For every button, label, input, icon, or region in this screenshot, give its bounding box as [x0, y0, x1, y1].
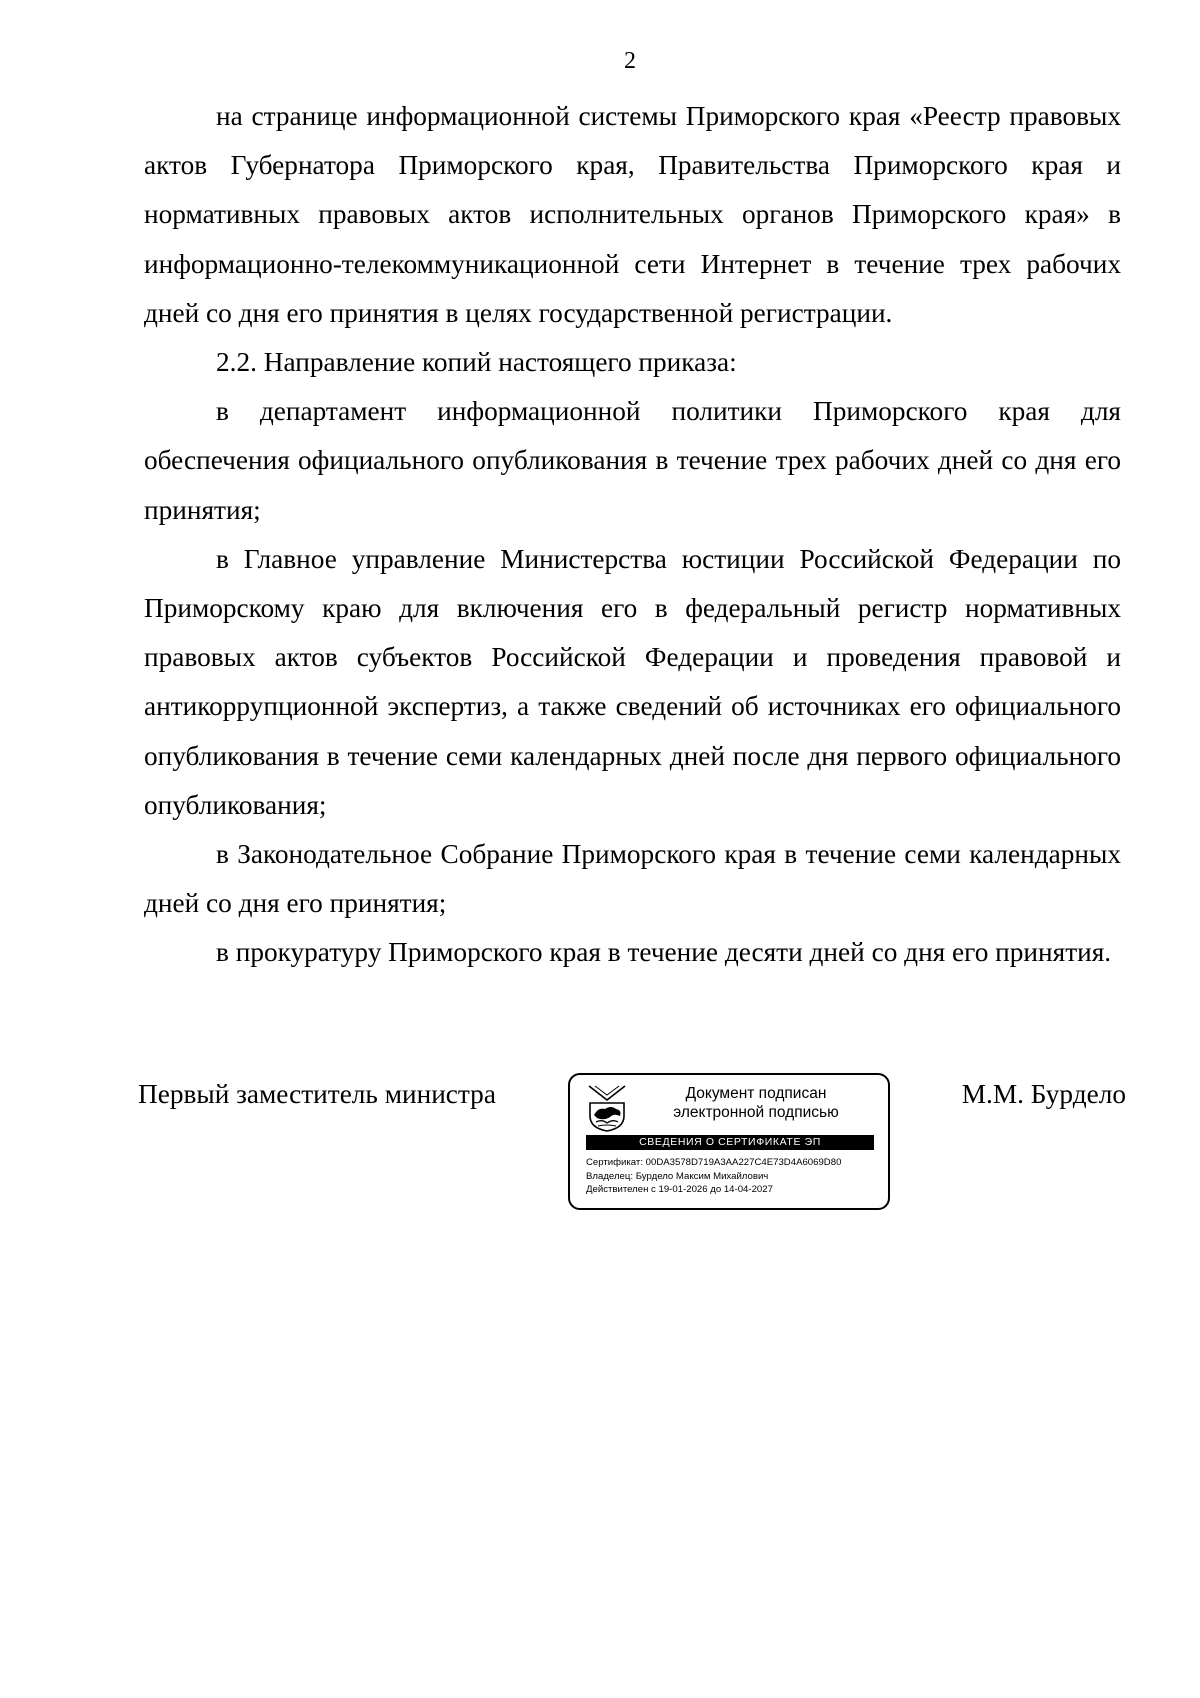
certificate-owner: Владелец: Бурдело Максим Михайлович [586, 1170, 769, 1182]
signer-name: М.М. Бурдело [961, 1079, 1126, 1109]
certificate-details [586, 1156, 886, 1197]
primorsky-krai-coat-of-arms-icon [586, 1083, 628, 1133]
paragraph-registry-publication: на странице информационной системы Приморского края «Реестр правовых актов Губернатора Приморского края, Правительства Приморского края и нормативных правовых актов исполнительных органов Приморского края» в информационно-телекоммуникационной сети Интернет в течение трех рабочих дней со дня его принятия в целях государственной регистрации. [144, 101, 1121, 328]
stamp-title-line-2: электронной подписью [673, 1104, 839, 1121]
stamp-title [636, 1084, 876, 1122]
paragraph-information-policy-department: в департамент информационной политики Приморского края для обеспечения официального опубликования в течение трех рабочих дней со дня его принятия; [144, 396, 1121, 525]
paragraph-prosecutor-office: в прокуратуру Приморского края в течение десяти дней со дня его принятия. [216, 937, 1112, 968]
certificate-number: Сертификат: 00DA3578D719A3AA227C4E73D4A6069D80 [586, 1157, 842, 1168]
signer-position: Первый заместитель министра [138, 1079, 496, 1109]
stamp-title-line-1: Документ подписан [685, 1085, 827, 1102]
electronic-signature-stamp [568, 1073, 890, 1210]
paragraph-legislative-assembly: в Законодательное Собрание Приморского края в течение семи календарных дней со дня его принятия; [144, 839, 1121, 919]
page-number: 2 [624, 48, 636, 74]
document-body [144, 92, 1121, 978]
certificate-info-bar: СВЕДЕНИЯ О СЕРТИФИКАТЕ ЭП [586, 1135, 874, 1150]
certificate-validity: Действителен с 19-01-2026 до 14-04-2027 [586, 1184, 773, 1195]
paragraph-ministry-of-justice: в Главное управление Министерства юстиции Российской Федерации по Приморскому краю для включения его в федеральный регистр нормативных правовых актов субъектов Российской Федерации и проведения правовой и антикоррупционной экспертиз, а также сведений об источниках его официального опубликования в течение семи календарных дней после дня первого официального опубликования; [144, 543, 1121, 820]
paragraph-section-2-2: 2.2. Направление копий настоящего приказа: [216, 347, 737, 378]
